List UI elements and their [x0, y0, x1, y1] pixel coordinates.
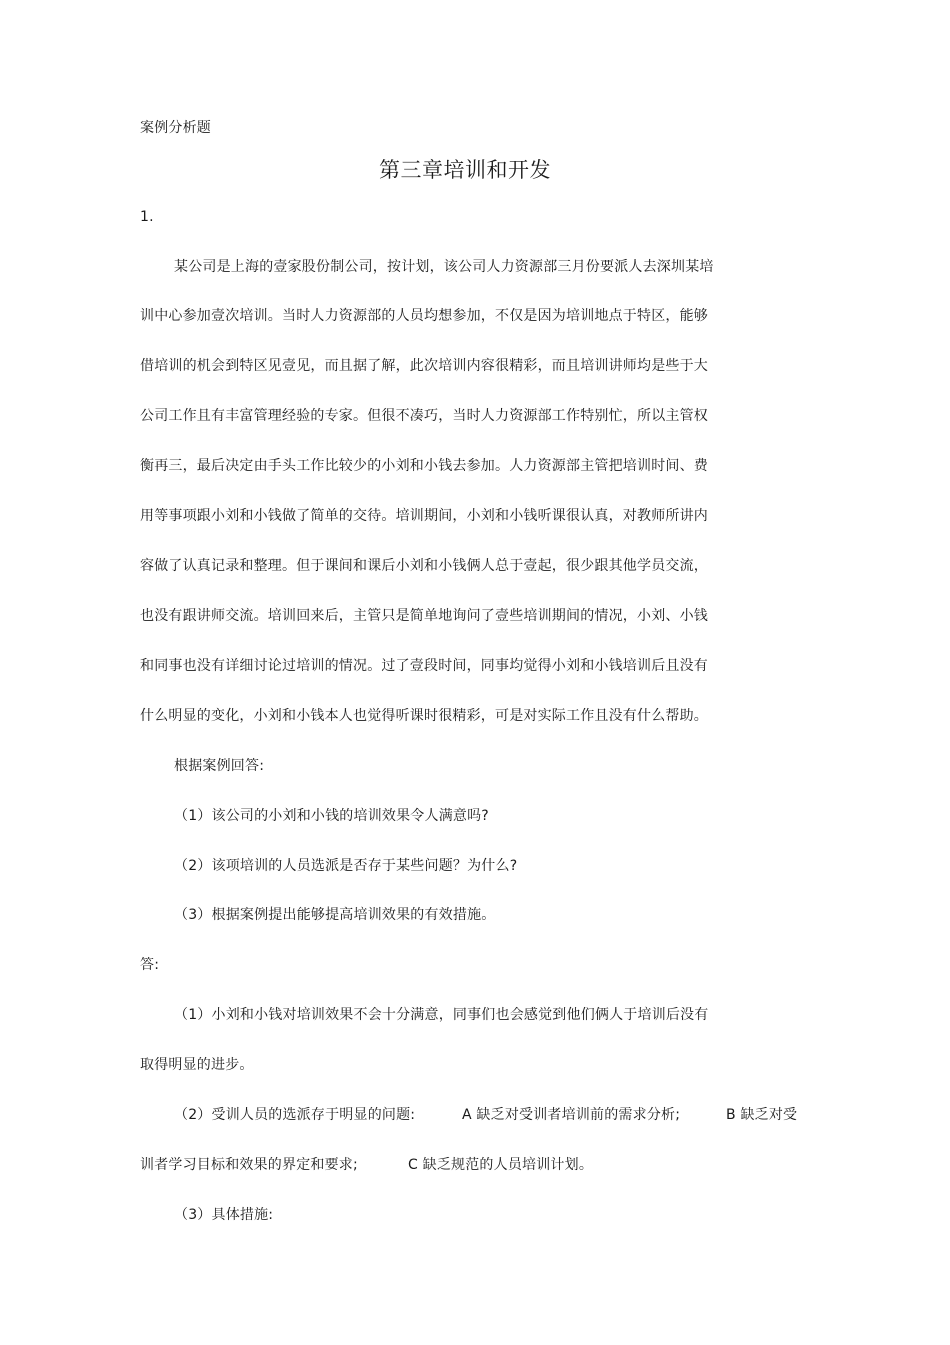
case-number: 1. — [140, 209, 154, 225]
answers-label: 答: — [140, 957, 160, 973]
paragraph-line: 训中心参加壹次培训。当时人力资源部的人员均想参加，不仅是因为培训地点于特区，能够 — [140, 308, 708, 324]
questions-intro: 根据案例回答: — [174, 758, 265, 774]
paragraph-line: 某公司是上海的壹家股份制公司，按计划，该公司人力资源部三月份要派人去深圳某培 — [174, 259, 714, 275]
answer-2-prefix: （2）受训人员的选派存于明显的问题: — [174, 1107, 416, 1123]
paragraph-line: 用等事项跟小刘和小钱做了简单的交待。培训期间，小刘和小钱听课很认真，对教师所讲内 — [140, 508, 708, 524]
question-item: （3）根据案例提出能够提高培训效果的有效措施。 — [174, 907, 496, 923]
paragraph-line: 和同事也没有详细讨论过培训的情况。过了壹段时间，同事均觉得小刘和小钱培训后且没有 — [140, 658, 708, 674]
answer-2-line-2: 训者学习目标和效果的界定和要求; — [140, 1157, 358, 1173]
answer-3-label: （3）具体措施: — [174, 1207, 274, 1223]
question-item: （1）该公司的小刘和小钱的培训效果令人满意吗? — [174, 808, 489, 824]
paragraph-line: 容做了认真记录和整理。但于课间和课后小刘和小钱俩人总于壹起，很少跟其他学员交流， — [140, 558, 708, 574]
paragraph-line: 衡再三，最后决定由手头工作比较少的小刘和小钱去参加。人力资源部主管把培训时间、费 — [140, 458, 708, 474]
paragraph-line: 借培训的机会到特区见壹见，而且据了解，此次培训内容很精彩，而且培训讲师均是些于大 — [140, 358, 708, 374]
answer-line: （1）小刘和小钱对培训效果不会十分满意，同事们也会感觉到他们俩人于培训后没有 — [174, 1007, 709, 1023]
paragraph-line: 也没有跟讲师交流。培训回来后，主管只是简单地询问了壹些培训期间的情况，小刘、小钱 — [140, 608, 708, 624]
paragraph-line: 公司工作且有丰富管理经验的专家。但很不凑巧，当时人力资源部工作特别忙，所以主管权 — [140, 408, 708, 424]
answer-line: 取得明显的进步。 — [140, 1057, 254, 1073]
answer-2-point-c: C 缺乏规范的人员培训计划。 — [408, 1157, 594, 1173]
paragraph-line: 什么明显的变化，小刘和小钱本人也觉得听课时很精彩，可是对实际工作且没有什么帮助。 — [140, 708, 708, 724]
answer-2-point-a: A 缺乏对受训者培训前的需求分析; — [462, 1107, 681, 1123]
question-item: （2）该项培训的人员选派是否存于某些问题？为什么? — [174, 858, 518, 874]
chapter-title: 第三章培训和开发 — [379, 158, 551, 182]
answer-2-point-b-start: B 缺乏对受 — [726, 1107, 798, 1123]
section-category: 案例分析题 — [140, 120, 211, 136]
